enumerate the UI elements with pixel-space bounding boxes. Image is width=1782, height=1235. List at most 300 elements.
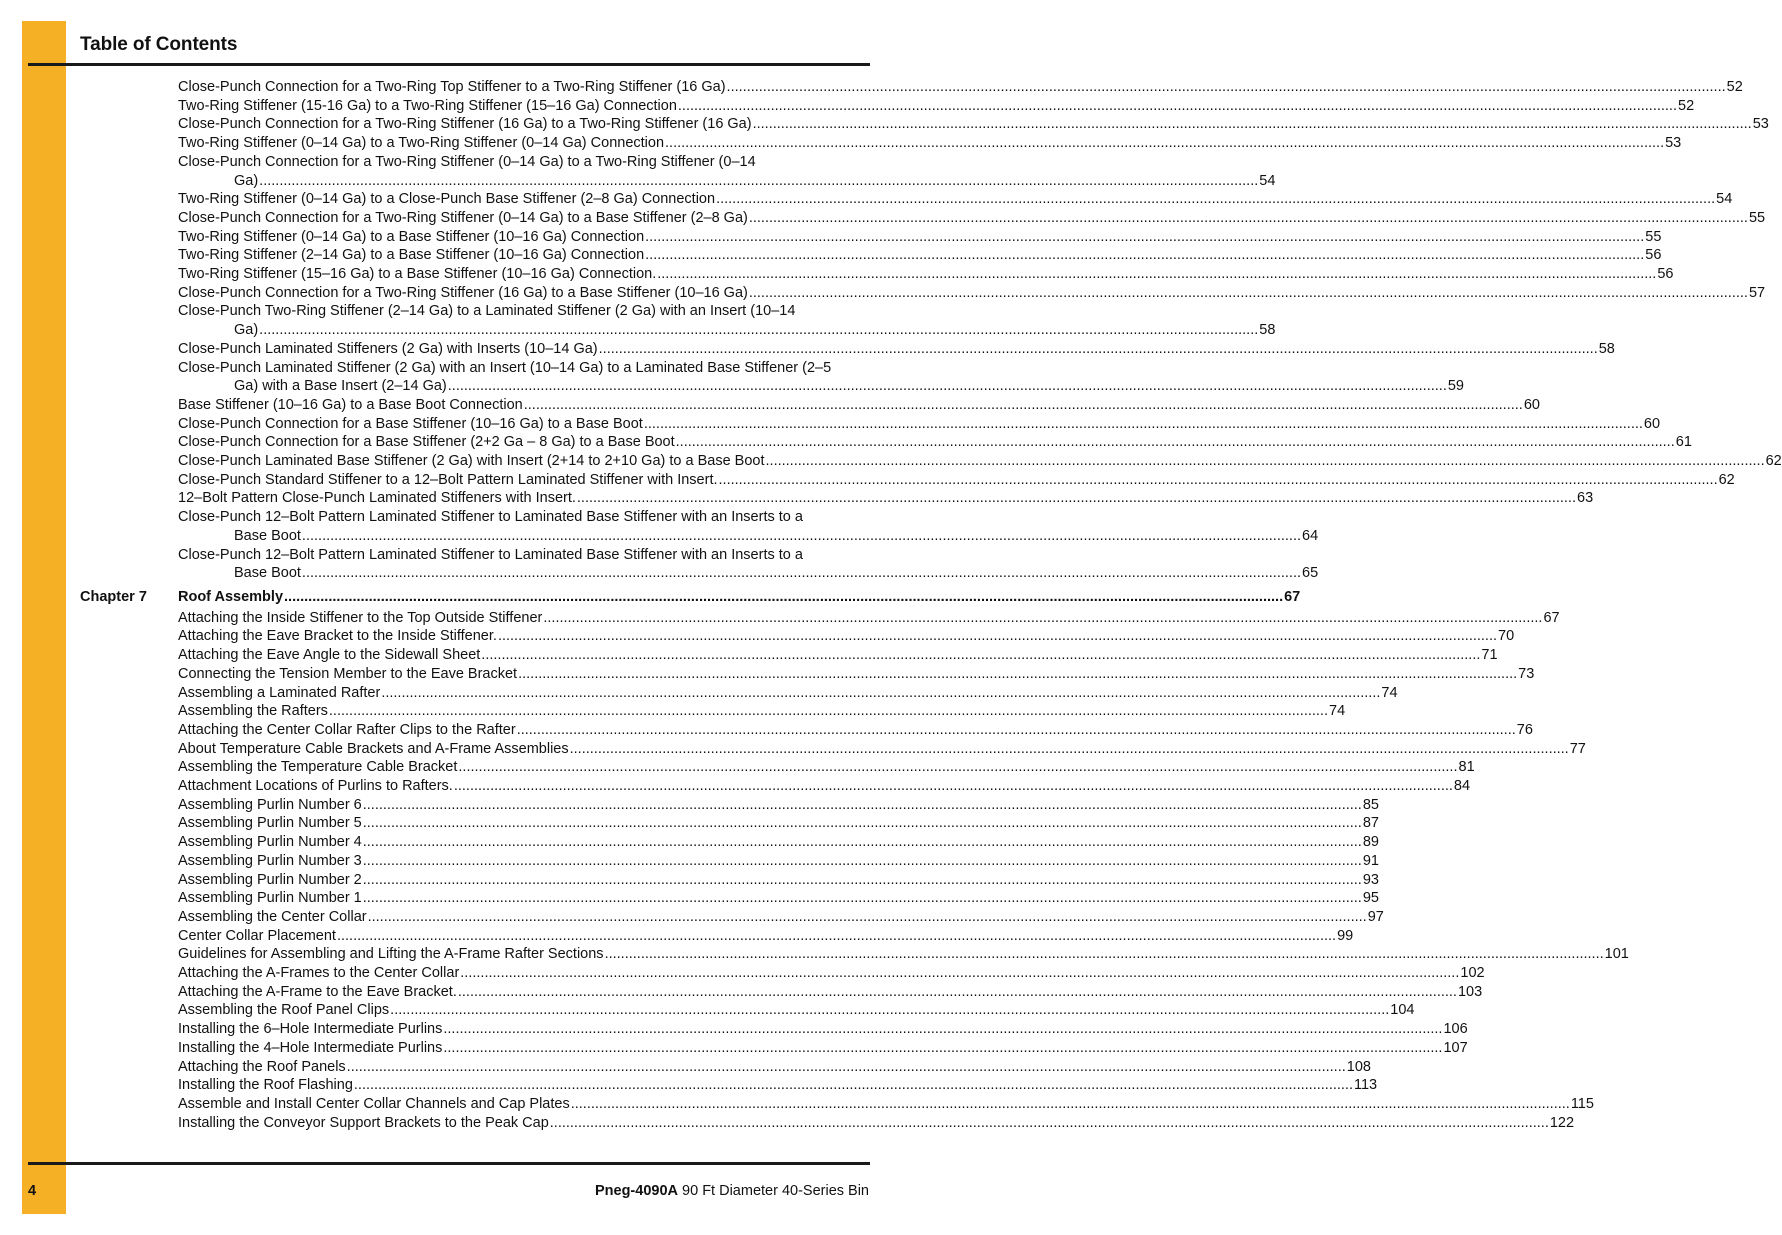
toc-entry-page: 53 [1752, 116, 1769, 133]
toc-entry-page: 59 [1447, 378, 1464, 395]
toc-entry-line [178, 665, 1534, 684]
chapter-gutter [80, 209, 178, 228]
chapter-gutter [80, 265, 178, 284]
toc-entry-line [178, 321, 1275, 340]
toc-entry[interactable] [80, 190, 1733, 209]
toc-entry-title: Assembling a Laminated Rafter [178, 684, 381, 701]
chapter-gutter [80, 983, 178, 1002]
toc-entry-body [178, 1001, 1414, 1020]
toc-entry-body [178, 153, 1275, 190]
toc-entry-body [178, 814, 1379, 833]
dot-leader [727, 78, 1726, 97]
toc-entry-page: 73 [1518, 665, 1535, 682]
toc-entry-title-line1: Close-Punch Connection for a Two-Ring Stiffener (0–14 Ga) to a Two-Ring Stiffener (0–14 [178, 153, 756, 170]
toc-entry[interactable] [80, 852, 1379, 871]
toc-entry-line [178, 1076, 1377, 1095]
toc-entry[interactable] [80, 115, 1769, 134]
chapter-gutter [80, 546, 178, 583]
toc-entry-title: Guidelines for Assembling and Lifting the A-Frame Rafter Sections [178, 946, 604, 963]
toc-entry-line [178, 684, 1398, 703]
toc-entry[interactable] [80, 945, 1629, 964]
chapter-gutter [80, 284, 178, 303]
dot-leader [454, 777, 1453, 796]
toc-entry-title: Assembling the Temperature Cable Bracket [178, 759, 458, 776]
toc-entry-body [178, 945, 1629, 964]
dot-leader [259, 172, 1258, 191]
toc-entry-page: 61 [1675, 434, 1692, 451]
toc-entry[interactable] [80, 964, 1485, 983]
toc-entry-page: 89 [1362, 834, 1379, 851]
toc-entry-page: 54 [1259, 172, 1276, 189]
chapter-gutter [80, 471, 178, 490]
dot-leader [524, 396, 1523, 415]
chapter-gutter [80, 852, 178, 871]
toc-entry[interactable] [80, 78, 1743, 97]
dot-leader [570, 740, 1569, 759]
dot-leader [753, 115, 1752, 134]
toc-entry-line [178, 1114, 1574, 1133]
toc-entry-body [178, 115, 1769, 134]
toc-entry-page: 67 [1284, 588, 1301, 605]
toc-entry-line [178, 945, 1629, 964]
footer-document-title [595, 1183, 869, 1199]
toc-entry-line [178, 889, 1379, 908]
toc-entry-body [178, 489, 1593, 508]
toc-entry-body [178, 740, 1586, 759]
toc-entry-body [178, 1039, 1468, 1058]
toc-entry-line [178, 433, 1692, 452]
toc-entry[interactable] [80, 153, 1276, 190]
toc-entry[interactable] [80, 609, 1560, 628]
toc-entry-title: Assembling Purlin Number 1 [178, 890, 362, 907]
toc-entry-line [178, 702, 1345, 721]
toc-entry-title-line1: Close-Punch Two-Ring Stiffener (2–14 Ga) to a Laminated Stiffener (2 Ga) with an Insert (10–14 [178, 303, 796, 320]
toc-entry-line [178, 78, 1743, 97]
chapter-gutter [80, 777, 178, 796]
toc-entry-page: 104 [1390, 1002, 1415, 1019]
toc-entry[interactable] [80, 489, 1594, 508]
toc-entry-title: Attaching the Roof Panels [178, 1058, 346, 1075]
toc-entry-line [178, 796, 1379, 815]
dot-leader [749, 284, 1748, 303]
toc-entry-body [178, 908, 1384, 927]
toc-entry-title: Close-Punch Connection for a Two-Ring Stiffener (0–14 Ga) to a Base Stiffener (2–8 Ga) [178, 209, 748, 226]
toc-entry-title: Assemble and Install Center Collar Channels and Cap Plates [178, 1095, 570, 1112]
chapter-gutter [80, 489, 178, 508]
toc-entry-line [178, 246, 1661, 265]
toc-entry[interactable] [80, 415, 1661, 434]
toc-entry-title: 12–Bolt Pattern Close-Punch Laminated Stiffeners with Insert. [178, 490, 576, 507]
toc-entry-title: Base Boot [234, 565, 301, 582]
toc-entry[interactable] [80, 209, 1766, 228]
toc-entry-line [178, 646, 1498, 665]
toc-entry[interactable] [80, 758, 1475, 777]
toc-entry-line [178, 814, 1379, 833]
toc-entry[interactable] [80, 471, 1735, 490]
dot-leader [460, 964, 1459, 983]
table-of-contents [80, 78, 1782, 1132]
toc-entry-line [178, 134, 1681, 153]
chapter-gutter [80, 609, 178, 628]
footer-doc-id: Pneg-4090A [594, 1183, 678, 1199]
toc-entry-title: Assembling Purlin Number 2 [178, 871, 362, 888]
toc-entry-page: 99 [1337, 927, 1354, 944]
toc-entry-body [178, 609, 1560, 628]
toc-entry-body [178, 796, 1379, 815]
dot-leader [518, 665, 1517, 684]
toc-entry[interactable] [80, 833, 1379, 852]
toc-entry-title: Installing the Conveyor Support Brackets to the Peak Cap [178, 1114, 549, 1131]
toc-entry-title: About Temperature Cable Brackets and A-Frame Assemblies [178, 740, 569, 757]
toc-entry[interactable] [80, 796, 1379, 815]
chapter-gutter [80, 814, 178, 833]
dot-leader [665, 134, 1664, 153]
toc-entry-page: 106 [1443, 1021, 1468, 1038]
toc-entry-line [178, 740, 1586, 759]
toc-entry[interactable] [80, 646, 1498, 665]
toc-entry-line [178, 609, 1560, 628]
toc-entry-page: 95 [1362, 890, 1379, 907]
toc-entry-line [178, 1001, 1414, 1020]
toc-entry-title: Installing the Roof Flashing [178, 1077, 353, 1094]
toc-entry[interactable] [80, 134, 1682, 153]
toc-entry[interactable] [80, 927, 1354, 946]
toc-entry-title: Assembling Purlin Number 3 [178, 852, 362, 869]
chapter-gutter [80, 627, 178, 646]
toc-entry-line [178, 852, 1379, 871]
chapter-gutter [80, 396, 178, 415]
toc-entry-title: Connecting the Tension Member to the Eave Bracket [178, 665, 518, 682]
toc-entry-body [178, 433, 1692, 452]
toc-entry-title: Assembling Purlin Number 6 [178, 796, 362, 813]
toc-entry[interactable] [80, 1058, 1371, 1077]
toc-entry-body [178, 359, 1464, 396]
chapter-gutter [80, 97, 178, 116]
chapter-gutter [80, 721, 178, 740]
toc-entry-title: Close-Punch Connection for a Base Stiffener (10–16 Ga) to a Base Boot [178, 415, 643, 432]
toc-entry-page: 67 [1543, 609, 1560, 626]
toc-entry-body [178, 508, 1318, 545]
toc-entry-page: 108 [1346, 1058, 1371, 1075]
chapter-gutter [80, 1039, 178, 1058]
toc-entry-title: Two-Ring Stiffener (15–16 Ga) to a Base Stiffener (10–16 Ga) Connection. [178, 266, 657, 283]
toc-entry-body [178, 627, 1514, 646]
chapter-gutter [80, 758, 178, 777]
toc-entry-page: 70 [1498, 628, 1515, 645]
toc-entry-line [178, 471, 1735, 490]
toc-entry-title: Two-Ring Stiffener (2–14 Ga) to a Base Stiffener (10–16 Ga) Connection [178, 247, 645, 264]
toc-entry-body [178, 833, 1379, 852]
toc-entry-page: 77 [1569, 740, 1586, 757]
footer-rule [28, 1162, 870, 1165]
toc-entry-page: 84 [1453, 778, 1471, 795]
toc-entry-body [178, 246, 1661, 265]
toc-entry-page: 74 [1381, 684, 1398, 701]
toc-entry-page: 65 [1302, 565, 1319, 582]
toc-entry-line [178, 833, 1379, 852]
dot-leader [481, 646, 1480, 665]
chapter-gutter [80, 1001, 178, 1020]
toc-entry-body [178, 228, 1661, 247]
toc-entry-body [178, 852, 1379, 871]
toc-entry-page: 60 [1523, 396, 1540, 413]
toc-entry-body [178, 284, 1765, 303]
toc-entry[interactable] [80, 265, 1674, 284]
toc-entry-body [178, 871, 1379, 890]
toc-entry[interactable] [80, 1095, 1594, 1114]
toc-entry-line [178, 588, 1300, 607]
toc-entry-line [178, 284, 1765, 303]
toc-entry-body [178, 78, 1743, 97]
dot-leader [302, 527, 1301, 546]
dot-leader [363, 796, 1362, 815]
toc-entry-line [178, 527, 1318, 546]
chapter-gutter [80, 78, 178, 97]
dot-leader [363, 871, 1362, 890]
toc-entry[interactable] [80, 246, 1662, 265]
toc-entry-page: 91 [1362, 852, 1379, 869]
toc-entry-line [178, 871, 1379, 890]
toc-entry-line [178, 228, 1661, 247]
toc-entry-body [178, 721, 1533, 740]
chapter-gutter [80, 153, 178, 190]
toc-entry-body [178, 265, 1673, 284]
toc-entry[interactable] [80, 814, 1379, 833]
chapter-gutter [80, 246, 178, 265]
chapter-gutter [80, 927, 178, 946]
toc-entry-page: 56 [1645, 247, 1662, 264]
chapter-gutter [80, 415, 178, 434]
dot-leader [719, 471, 1718, 490]
dot-leader [645, 246, 1644, 265]
toc-entry[interactable] [80, 983, 1483, 1002]
toc-entry[interactable] [80, 665, 1535, 684]
toc-entry[interactable] [80, 284, 1766, 303]
toc-entry[interactable] [80, 546, 1319, 583]
toc-entry-page: 113 [1354, 1077, 1378, 1094]
toc-entry-title: Two-Ring Stiffener (0–14 Ga) to a Close-Punch Base Stiffener (2–8 Ga) Connection [178, 191, 716, 208]
toc-entry-line [178, 209, 1765, 228]
toc-entry-body [178, 97, 1694, 116]
dot-leader [599, 340, 1598, 359]
toc-entry-line [178, 115, 1769, 134]
toc-entry[interactable] [80, 508, 1319, 545]
dot-leader [657, 265, 1656, 284]
chapter-gutter [80, 964, 178, 983]
toc-entry-line [178, 983, 1482, 1002]
toc-entry[interactable] [80, 97, 1695, 116]
toc-entry-title: Close-Punch Standard Stiffener to a 12–Bolt Pattern Laminated Stiffener with Insert. [178, 471, 718, 488]
toc-entry-title: Attaching the A-Frames to the Center Collar [178, 965, 460, 982]
toc-entry[interactable] [80, 302, 1276, 339]
toc-entry-body [178, 302, 1275, 339]
footer-doc-name: 90 Ft Diameter 40-Series Bin [682, 1183, 869, 1199]
toc-entry[interactable] [80, 684, 1398, 703]
toc-entry[interactable] [80, 777, 1471, 796]
toc-entry-title: Roof Assembly [178, 588, 284, 605]
toc-entry[interactable] [80, 1039, 1468, 1058]
toc-entry[interactable] [80, 340, 1615, 359]
toc-entry-title: Attaching the Center Collar Rafter Clips to the Rafter [178, 721, 516, 738]
toc-entry-title: Close-Punch Connection for a Two-Ring Stiffener (16 Ga) to a Two-Ring Stiffener (16 Ga) [178, 116, 752, 133]
toc-entry-title: Base Boot [234, 527, 301, 544]
toc-entry-page: 57 [1748, 284, 1766, 301]
chapter-gutter [80, 889, 178, 908]
toc-entry[interactable] [80, 1020, 1468, 1039]
toc-entry-body [178, 134, 1681, 153]
toc-entry-page: 103 [1457, 983, 1483, 1000]
toc-entry-line [178, 908, 1384, 927]
chapter-gutter [80, 508, 178, 545]
toc-entry-line [178, 927, 1353, 946]
toc-entry[interactable] [80, 702, 1346, 721]
toc-entry-page: 55 [1645, 228, 1662, 245]
toc-entry[interactable] [80, 1076, 1378, 1095]
dot-leader [354, 1076, 1353, 1095]
toc-entry-title: Close-Punch Connection for a Two-Ring Top Stiffener to a Two-Ring Stiffener (16 Ga) [178, 79, 726, 95]
toc-entry-body [178, 1076, 1377, 1095]
toc-entry-line [178, 415, 1660, 434]
toc-entry[interactable] [80, 1114, 1575, 1133]
toc-entry-page: 58 [1598, 340, 1615, 357]
dot-leader [644, 415, 1643, 434]
dot-leader [302, 564, 1301, 583]
toc-entry-title: Two-Ring Stiffener (0–14 Ga) to a Two-Ring Stiffener (0–14 Ga) Connection [178, 135, 665, 152]
chapter-gutter [80, 1076, 178, 1095]
dot-leader [458, 758, 1457, 777]
toc-entry-body [178, 209, 1765, 228]
toc-entry[interactable] [80, 228, 1662, 247]
chapter-gutter [80, 115, 178, 134]
toc-entry-page: 62 [1718, 471, 1735, 488]
toc-entry-body [178, 889, 1379, 908]
toc-entry-body [178, 684, 1398, 703]
toc-entry-line [178, 265, 1673, 284]
dot-leader [443, 1039, 1442, 1058]
toc-entry[interactable] [80, 396, 1540, 415]
toc-entry-body [178, 983, 1482, 1002]
chapter-gutter [80, 1058, 178, 1077]
chapter-gutter [80, 228, 178, 247]
toc-entry[interactable] [80, 889, 1379, 908]
toc-entry-line [178, 377, 1464, 396]
toc-entry-line [178, 564, 1318, 583]
toc-chapter-entry[interactable] [80, 588, 1301, 607]
toc-entry-body [178, 758, 1475, 777]
dot-leader [517, 721, 1516, 740]
toc-entry-title: Two-Ring Stiffener (0–14 Ga) to a Base Stiffener (10–16 Ga) Connection [178, 228, 645, 245]
toc-entry-title: Center Collar Placement [178, 927, 336, 944]
toc-entry-line [178, 190, 1732, 209]
toc-entry[interactable] [80, 1001, 1415, 1020]
dot-leader [543, 609, 1542, 628]
toc-entry-title: Installing the 4–Hole Intermediate Purlins [178, 1039, 443, 1056]
chapter-gutter [80, 908, 178, 927]
toc-entry-page: 87 [1362, 815, 1379, 832]
toc-entry[interactable] [80, 871, 1379, 890]
dot-leader [259, 321, 1258, 340]
toc-entry-page: 56 [1657, 266, 1674, 283]
toc-entry-title: Attaching the Inside Stiffener to the Top Outside Stiffener [178, 609, 543, 626]
toc-entry-title: Two-Ring Stiffener (15-16 Ga) to a Two-Ring Stiffener (15–16 Ga) Connection [178, 97, 677, 114]
dot-leader [443, 1020, 1442, 1039]
dot-leader [766, 452, 1765, 471]
toc-entry-page: 107 [1443, 1039, 1468, 1056]
toc-entry-line [178, 489, 1593, 508]
dot-leader [605, 945, 1604, 964]
toc-entry-body [178, 702, 1345, 721]
chapter-gutter [80, 452, 178, 471]
toc-entry-page: 64 [1302, 527, 1319, 544]
toc-entry-body [178, 471, 1735, 490]
header-rule [28, 63, 870, 66]
toc-entry-line [178, 1020, 1468, 1039]
dot-leader [678, 97, 1677, 116]
toc-entry-line [178, 964, 1485, 983]
toc-entry[interactable] [80, 359, 1464, 396]
toc-entry-page: 60 [1643, 415, 1661, 432]
dot-leader [716, 190, 1715, 209]
chapter-gutter [80, 796, 178, 815]
toc-entry-page: 122 [1549, 1114, 1575, 1131]
chapter-gutter [80, 340, 178, 359]
toc-entry[interactable] [80, 740, 1586, 759]
toc-entry-body [178, 1095, 1594, 1114]
dot-leader [645, 228, 1644, 247]
toc-entry-line [178, 1095, 1594, 1114]
dot-leader [390, 1001, 1389, 1020]
toc-entry-title: Attaching the Eave Angle to the Sidewall Sheet [178, 647, 481, 664]
toc-entry-title: Assembling the Rafters [178, 703, 328, 720]
toc-entry[interactable] [80, 452, 1782, 471]
chapter-gutter [80, 1114, 178, 1133]
toc-entry-page: 63 [1577, 490, 1594, 507]
toc-entry-body [178, 964, 1485, 983]
toc-entry-page: 52 [1726, 79, 1743, 95]
toc-entry-title: Assembling Purlin Number 4 [178, 834, 362, 851]
dot-leader [347, 1058, 1346, 1077]
toc-entry-body [178, 777, 1470, 796]
toc-entry-body [178, 1114, 1574, 1133]
dot-leader [337, 927, 1336, 946]
dot-leader [749, 209, 1748, 228]
chapter-gutter [80, 359, 178, 396]
dot-leader [577, 489, 1576, 508]
chapter-gutter [80, 302, 178, 339]
chapter-gutter [80, 646, 178, 665]
dot-leader [448, 377, 1447, 396]
toc-entry-line [178, 1058, 1371, 1077]
dot-leader [363, 833, 1362, 852]
toc-entry-page: 71 [1481, 647, 1498, 664]
toc-entry-body [178, 452, 1782, 471]
toc-entry-body [178, 190, 1732, 209]
toc-entry-title: Close-Punch Connection for a Two-Ring Stiffener (16 Ga) to a Base Stiffener (10–16 Ga) [178, 284, 748, 301]
toc-entry-title: Installing the 6–Hole Intermediate Purlins [178, 1021, 443, 1038]
page-title: Table of Contents [80, 34, 238, 55]
toc-entry[interactable] [80, 627, 1515, 646]
dot-leader [381, 684, 1380, 703]
toc-entry-body [178, 340, 1615, 359]
toc-entry[interactable] [80, 433, 1692, 452]
toc-entry-line [178, 97, 1694, 116]
toc-entry-body [178, 415, 1660, 434]
toc-entry[interactable] [80, 908, 1384, 927]
toc-entry-body [178, 588, 1300, 607]
toc-entry[interactable] [80, 721, 1533, 740]
chapter-gutter [80, 190, 178, 209]
toc-entry-page: 52 [1678, 97, 1695, 114]
